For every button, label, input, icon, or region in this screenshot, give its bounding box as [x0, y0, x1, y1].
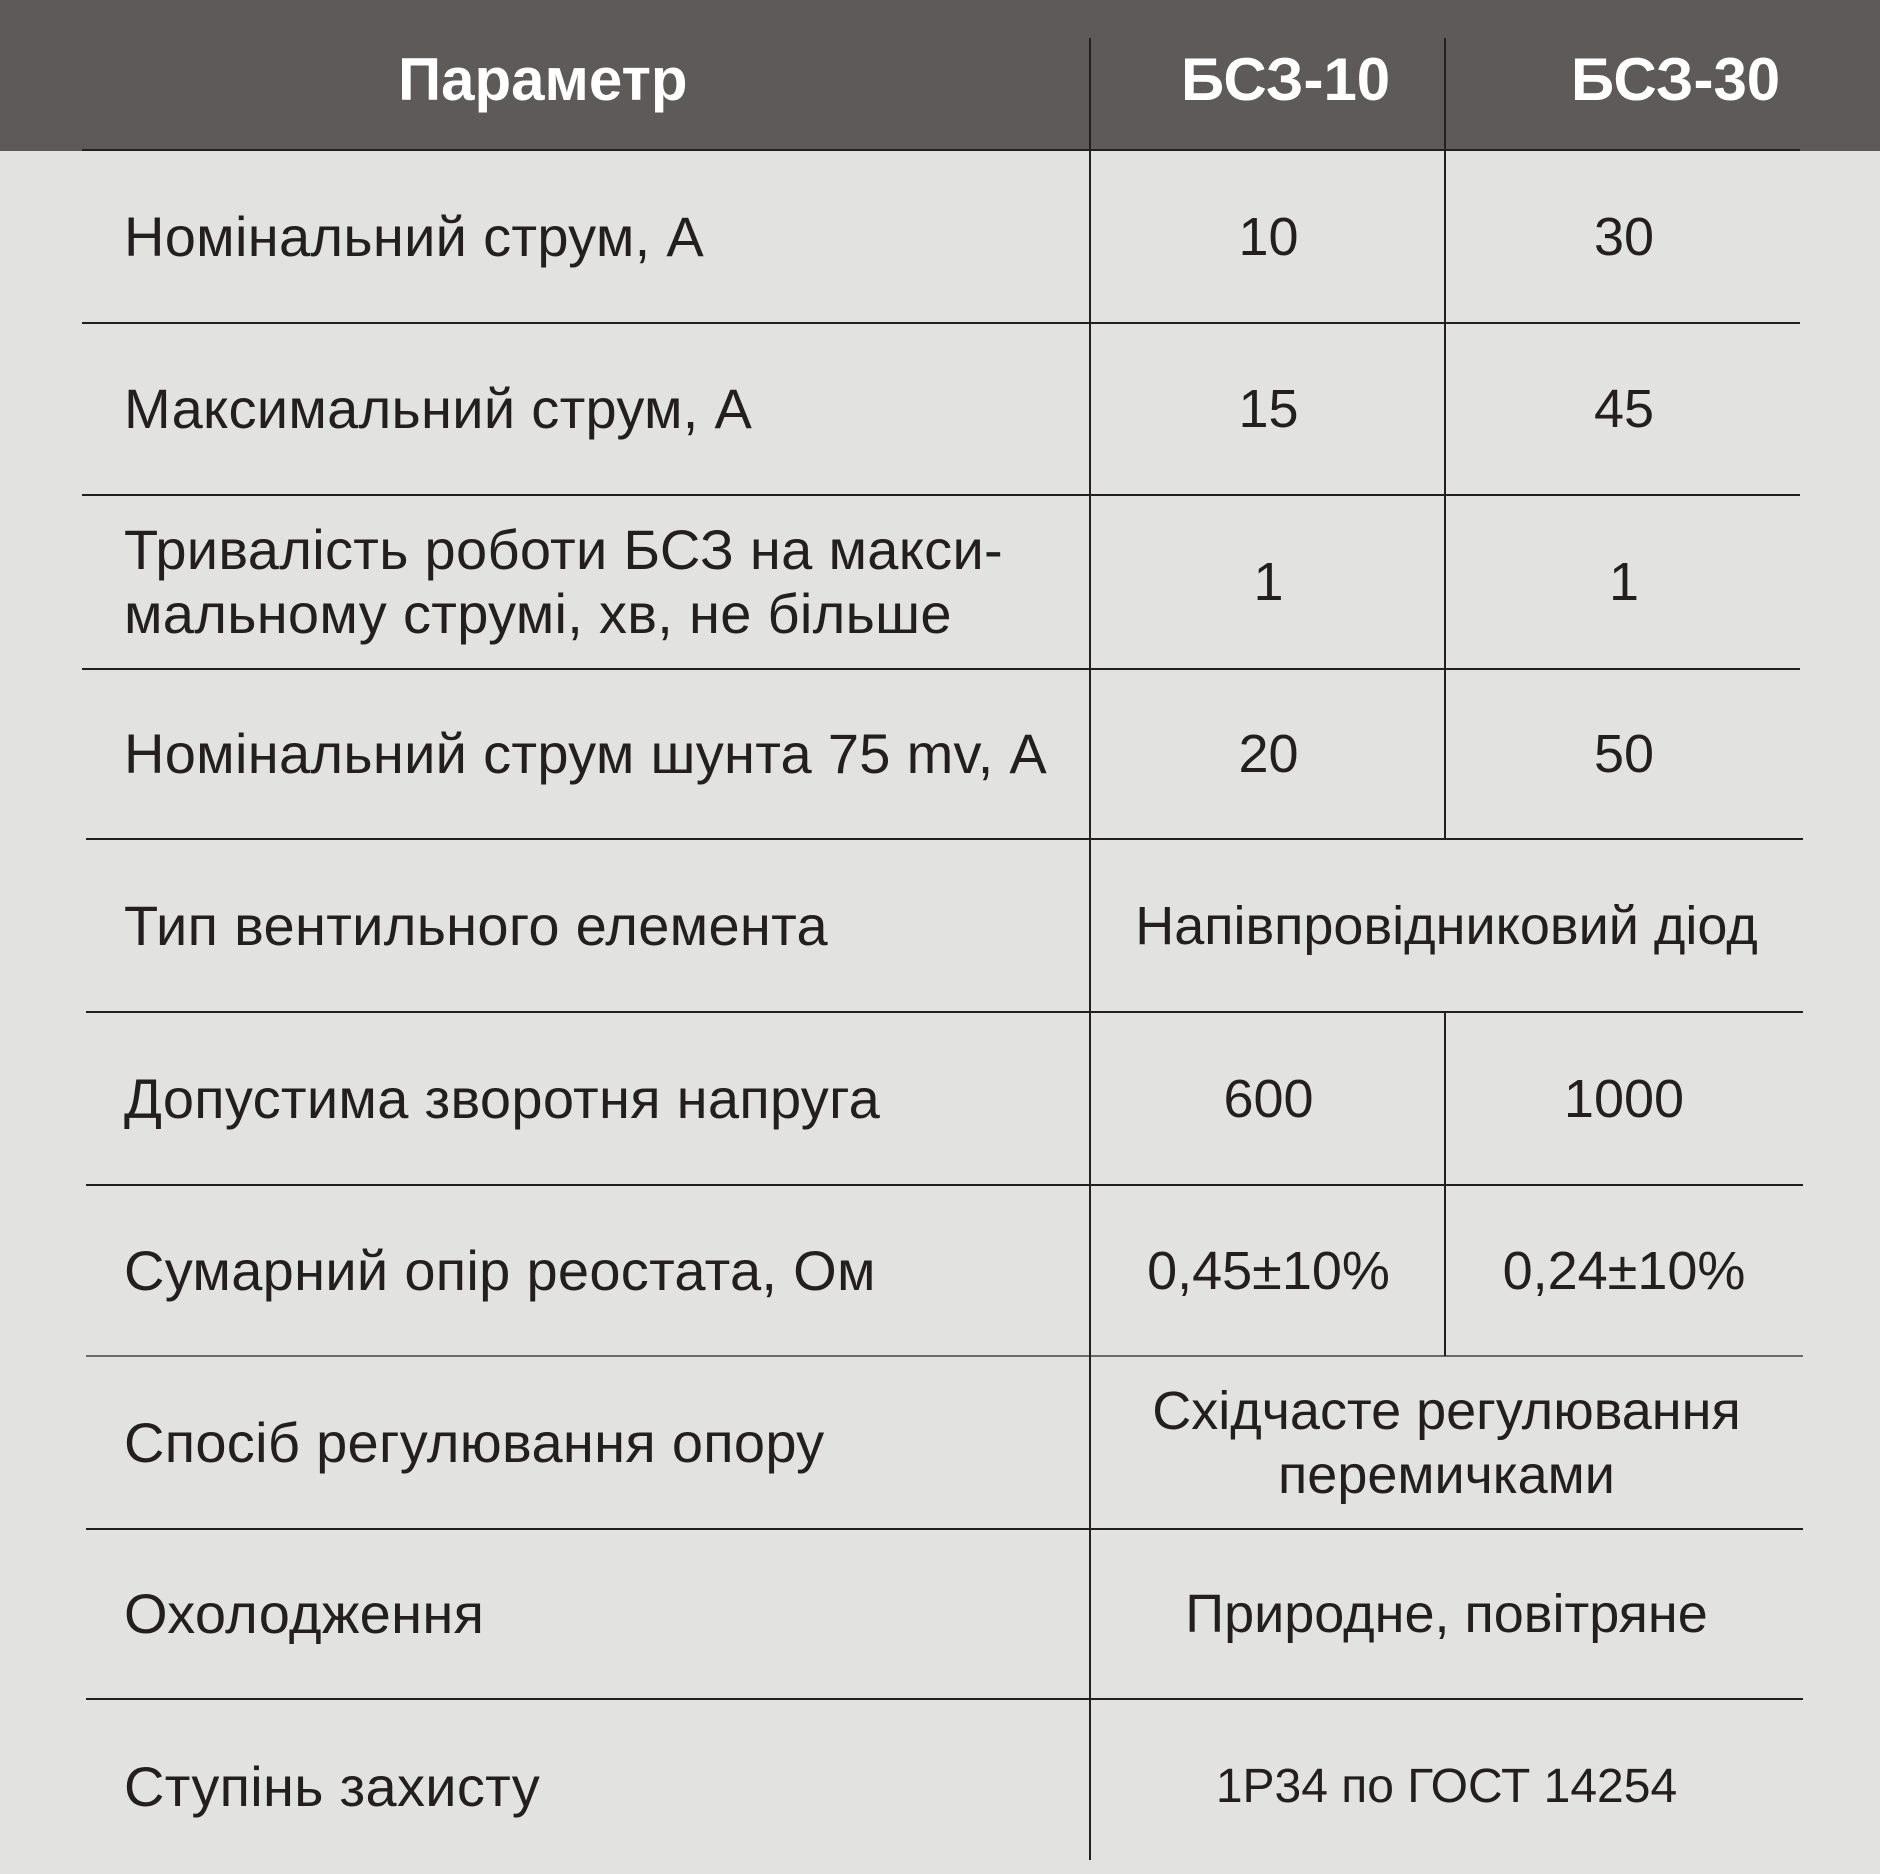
row-parameter-line1: Тривалість роботи БСЗ на макси-	[124, 518, 1003, 581]
row-divider	[82, 494, 1800, 496]
row-parameter: Номінальний струм, А	[124, 205, 704, 268]
row-value-merged: Напівпровідниковий діод	[1135, 895, 1758, 956]
row-parameter: Допустима зворотня напруга	[124, 1066, 881, 1130]
row-value-bsz-10: 600	[1223, 1068, 1314, 1129]
row-parameter	[124, 495, 1003, 669]
row-divider	[86, 1528, 1803, 1530]
row-parameter: Ступінь захисту	[124, 1754, 541, 1818]
row-parameter-line2: мальному струмі, хв, не більше	[124, 582, 952, 645]
row-value-bsz-30: 1	[1608, 552, 1640, 612]
row-divider	[86, 1355, 1803, 1357]
table-row	[0, 1356, 1880, 1529]
header-bsz-30: БСЗ-30	[1571, 46, 1781, 113]
table-row	[0, 839, 1880, 1012]
row-value-bsz-30: 50	[1593, 724, 1655, 784]
row-parameter: Спосіб регулювання опору	[124, 1410, 825, 1474]
row-parameter: Тип вентильного елемента	[124, 893, 828, 957]
row-value-bsz-30: 30	[1593, 207, 1655, 267]
table-row	[0, 323, 1880, 495]
table-row	[0, 1529, 1880, 1699]
row-parameter: Максимальний струм, А	[124, 377, 753, 440]
row-value-bsz-10: 10	[1238, 207, 1299, 267]
row-value-merged	[1091, 1356, 1802, 1529]
row-divider	[82, 668, 1800, 670]
row-value-merged: Природне, повітряне	[1185, 1584, 1708, 1644]
row-parameter: Сумарний опір реостата, Ом	[124, 1238, 876, 1302]
row-value-merged: 1Р34 по ГОСТ 14254	[1215, 1759, 1678, 1813]
row-value-bsz-10: 1	[1253, 552, 1284, 612]
table-row	[0, 1012, 1880, 1185]
table-row	[0, 151, 1880, 323]
header-bsz-10: БСЗ-10	[1181, 46, 1391, 113]
row-value-bsz-10: 15	[1238, 379, 1299, 439]
row-divider	[86, 838, 1803, 840]
row-parameter: Охолодження	[124, 1582, 485, 1645]
table-row	[0, 495, 1880, 669]
row-parameter: Номінальний струм шунта 75 mv, А	[124, 722, 1048, 785]
row-value-bsz-10: 20	[1238, 724, 1299, 784]
row-divider	[86, 1011, 1803, 1013]
table-row	[0, 1185, 1880, 1356]
row-value-bsz-30: 45	[1593, 379, 1655, 439]
row-value-bsz-10: 0,45±10%	[1147, 1240, 1390, 1301]
row-divider	[82, 149, 1800, 151]
column-divider-models	[1444, 38, 1446, 839]
row-divider	[86, 1184, 1803, 1186]
header-parameter: Параметр	[398, 46, 688, 113]
column-divider-main	[1089, 38, 1091, 1860]
table-row	[0, 669, 1880, 839]
row-divider	[86, 1698, 1803, 1700]
row-value-bsz-30: 1000	[1563, 1068, 1685, 1129]
row-value-merged-line1: Східчасте регулювання	[1152, 1380, 1741, 1441]
row-value-bsz-30: 0,24±10%	[1502, 1240, 1746, 1301]
column-divider-models	[1444, 1012, 1446, 1356]
row-value-merged-line2: перемичками	[1278, 1444, 1615, 1505]
table-row	[0, 1699, 1880, 1874]
row-divider	[82, 322, 1800, 324]
